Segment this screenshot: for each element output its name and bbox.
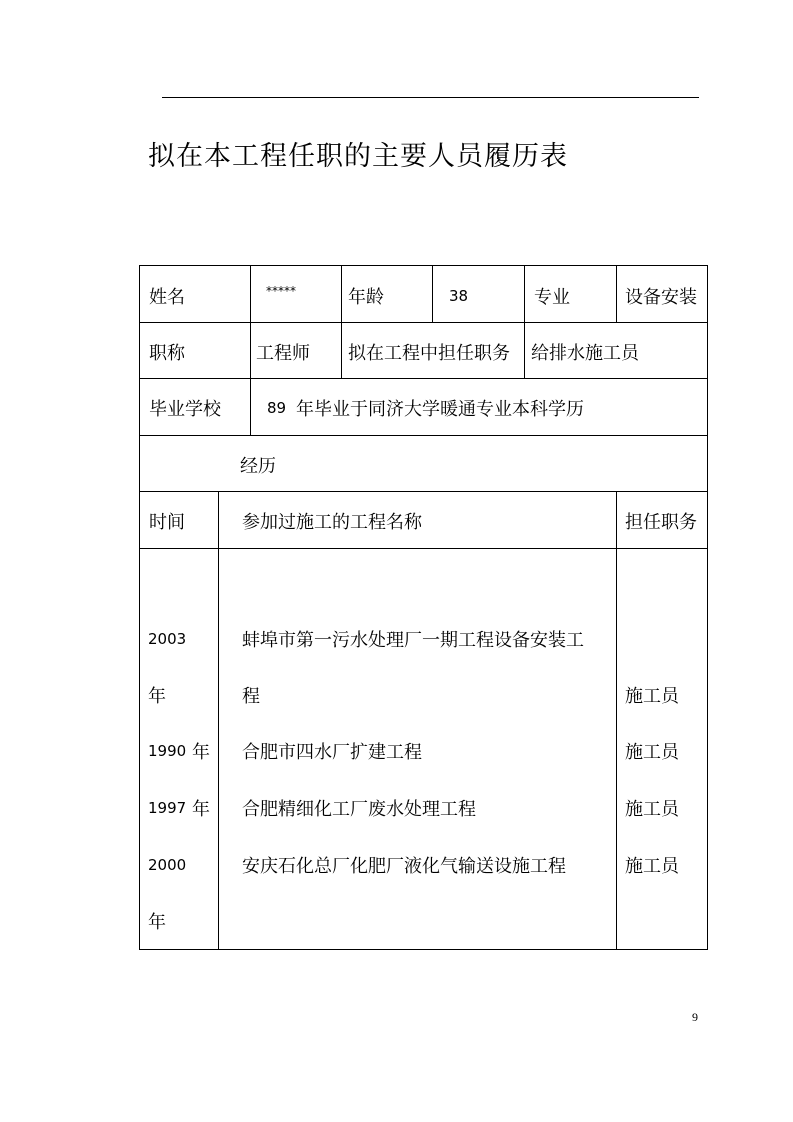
header-rule — [162, 97, 699, 98]
age-label-cell — [341, 265, 433, 323]
time-line: 2000 — [148, 856, 187, 874]
document-title: 拟在本工程任职的主要人员履历表 — [148, 141, 568, 172]
col-role: 担任职务 — [625, 512, 697, 533]
title-value: 工程师 — [256, 343, 310, 364]
role-line: 施工员 — [625, 799, 679, 820]
school-value: 年毕业于同济大学暖通专业本科学历 — [296, 399, 584, 420]
page-number: 9 — [692, 1010, 698, 1024]
name-label-cell — [139, 265, 251, 323]
col-role-cell — [616, 491, 708, 549]
experience-section-label: 经历 — [240, 456, 276, 477]
name-value: ***** — [266, 284, 296, 298]
time-line-suffix: 年 — [148, 912, 166, 933]
title-label-cell — [139, 322, 251, 379]
major-label-cell — [524, 265, 617, 323]
title-value-cell — [250, 322, 342, 379]
col-time-cell — [139, 491, 219, 549]
age-label: 年龄 — [348, 287, 384, 308]
position-label: 拟在工程中担任职务 — [348, 343, 510, 364]
time-line-suffix: 年 — [192, 742, 210, 763]
project-line: 安庆石化总厂化肥厂液化气输送设施工程 — [242, 856, 566, 877]
project-cell — [218, 548, 617, 950]
col-time: 时间 — [149, 512, 185, 533]
experience-section-cell — [139, 435, 708, 492]
time-line-suffix: 年 — [148, 686, 166, 707]
time-line: 1990 — [148, 742, 187, 760]
name-value-cell — [250, 265, 342, 323]
role-line: 施工员 — [625, 686, 679, 707]
school-label-cell — [139, 378, 251, 436]
time-line: 2003 — [148, 630, 187, 648]
role-cell — [616, 548, 708, 950]
major-label: 专业 — [534, 287, 570, 308]
project-line: 程 — [242, 686, 260, 707]
position-label-cell — [341, 322, 525, 379]
school-year: 89 — [267, 399, 287, 417]
role-line: 施工员 — [625, 742, 679, 763]
project-line: 蚌埠市第一污水处理厂一期工程设备安装工 — [242, 630, 584, 651]
major-value-cell — [616, 265, 708, 323]
time-line: 1997 — [148, 799, 187, 817]
role-line: 施工员 — [625, 856, 679, 877]
position-value-cell — [524, 322, 708, 379]
col-project: 参加过施工的工程名称 — [242, 512, 422, 533]
time-line-suffix: 年 — [192, 799, 210, 820]
position-value: 给排水施工员 — [531, 343, 639, 364]
school-value-cell — [250, 378, 708, 436]
major-value: 设备安装 — [625, 287, 697, 308]
school-label: 毕业学校 — [149, 399, 221, 420]
age-value-cell — [432, 265, 525, 323]
col-project-cell — [218, 491, 617, 549]
age-value: 38 — [449, 287, 469, 305]
time-cell — [139, 548, 219, 950]
title-label: 职称 — [149, 343, 185, 364]
project-line: 合肥精细化工厂废水处理工程 — [242, 799, 476, 820]
name-label: 姓名 — [149, 287, 185, 308]
project-line: 合肥市四水厂扩建工程 — [242, 742, 422, 763]
